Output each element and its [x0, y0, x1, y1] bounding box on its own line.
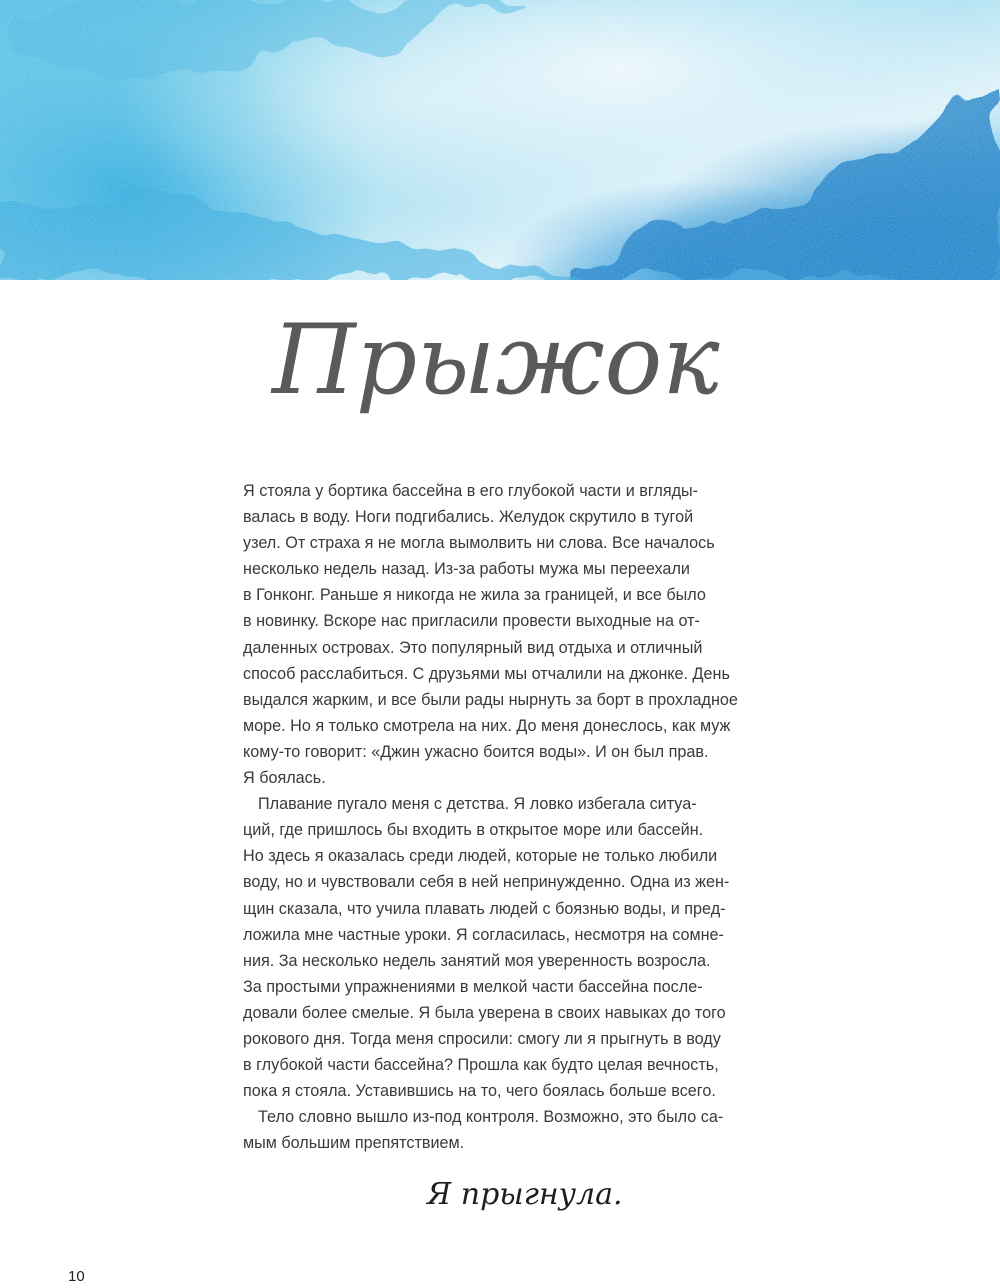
paragraph-1 [243, 478, 783, 791]
text-line: ложила мне частные уроки. Я согласилась, несмотря на сомне- [243, 925, 724, 944]
watercolor-texture [0, 0, 1000, 280]
text-line: несколько недель назад. Из-за работы мужа мы переехали [243, 560, 690, 579]
article-body [243, 478, 783, 1156]
chapter-title [268, 305, 748, 445]
text-line: ния. За несколько недель занятий моя уверенность возросла. [243, 951, 711, 970]
text-line: узел. От страха я не могла вымолвить ни слова. Все началось [243, 534, 715, 553]
text-line: пока я стояла. Уставившись на то, чего боялась больше всего. [243, 1082, 716, 1101]
text-line: Я стояла у бортика бассейна в его глубокой части и вгляды- [243, 482, 699, 500]
text-line: в глубокой части бассейна? Прошла как будто целая вечность, [243, 1056, 719, 1075]
text-line: воду, но и чувствовали себя в ней непринужденно. Одна из жен- [243, 873, 730, 892]
text-line: даленных островах. Это популярный вид отдыха и отличный [243, 638, 703, 657]
text-line: валась в воду. Ноги подгибались. Желудок скрутило в тугой [243, 508, 694, 527]
text-line: довали более смелые. Я была уверена в своих навыках до того [243, 1003, 726, 1022]
text-line: кому-то говорит: «Джин ужасно боится воды». И он был прав. [243, 742, 709, 761]
text-line: щин сказала, что учила плавать людей с боязнью воды, и пред- [243, 899, 726, 918]
page-number: 10 [68, 1268, 85, 1285]
watercolor-banner [0, 0, 1000, 280]
paragraph-2 [243, 791, 783, 1104]
text-line: мым большим препятствием. [243, 1134, 465, 1153]
signoff-script [425, 1170, 625, 1218]
text-line: ций, где пришлось бы входить в открытое море или бассейн. [243, 821, 704, 840]
paragraph-3 [243, 1104, 783, 1156]
text-line: способ расслабиться. С друзьями мы отчалили на джонке. День [243, 664, 730, 683]
text-line: в Гонконг. Раньше я никогда не жила за границей, и все было [243, 586, 706, 605]
text-line: рокового дня. Тогда меня спросили: смогу ли я прыгнуть в воду [243, 1029, 721, 1048]
text-line: в новинку. Вскоре нас пригласили провести выходные на от- [243, 612, 700, 631]
text-line: Плавание пугало меня с детства. Я ловко избегала ситуа- [258, 795, 697, 814]
text-line: Я боялась. [243, 769, 326, 788]
signoff-text: Я прыгнула. [427, 1177, 623, 1212]
text-line: Тело словно вышло из-под контроля. Возможно, это было са- [258, 1108, 724, 1127]
title-text: Прыжок [272, 305, 720, 416]
handwritten-signoff [425, 1170, 625, 1218]
handwritten-title [268, 305, 748, 445]
text-line: Но здесь я оказалась среди людей, которые не только любили [243, 847, 718, 866]
text-line: море. Но я только смотрела на них. До меня донеслось, как муж [243, 716, 731, 735]
text-line: выдался жарким, и все были рады нырнуть за борт в прохладное [243, 690, 738, 709]
text-line: За простыми упражнениями в мелкой части бассейна после- [243, 977, 703, 996]
